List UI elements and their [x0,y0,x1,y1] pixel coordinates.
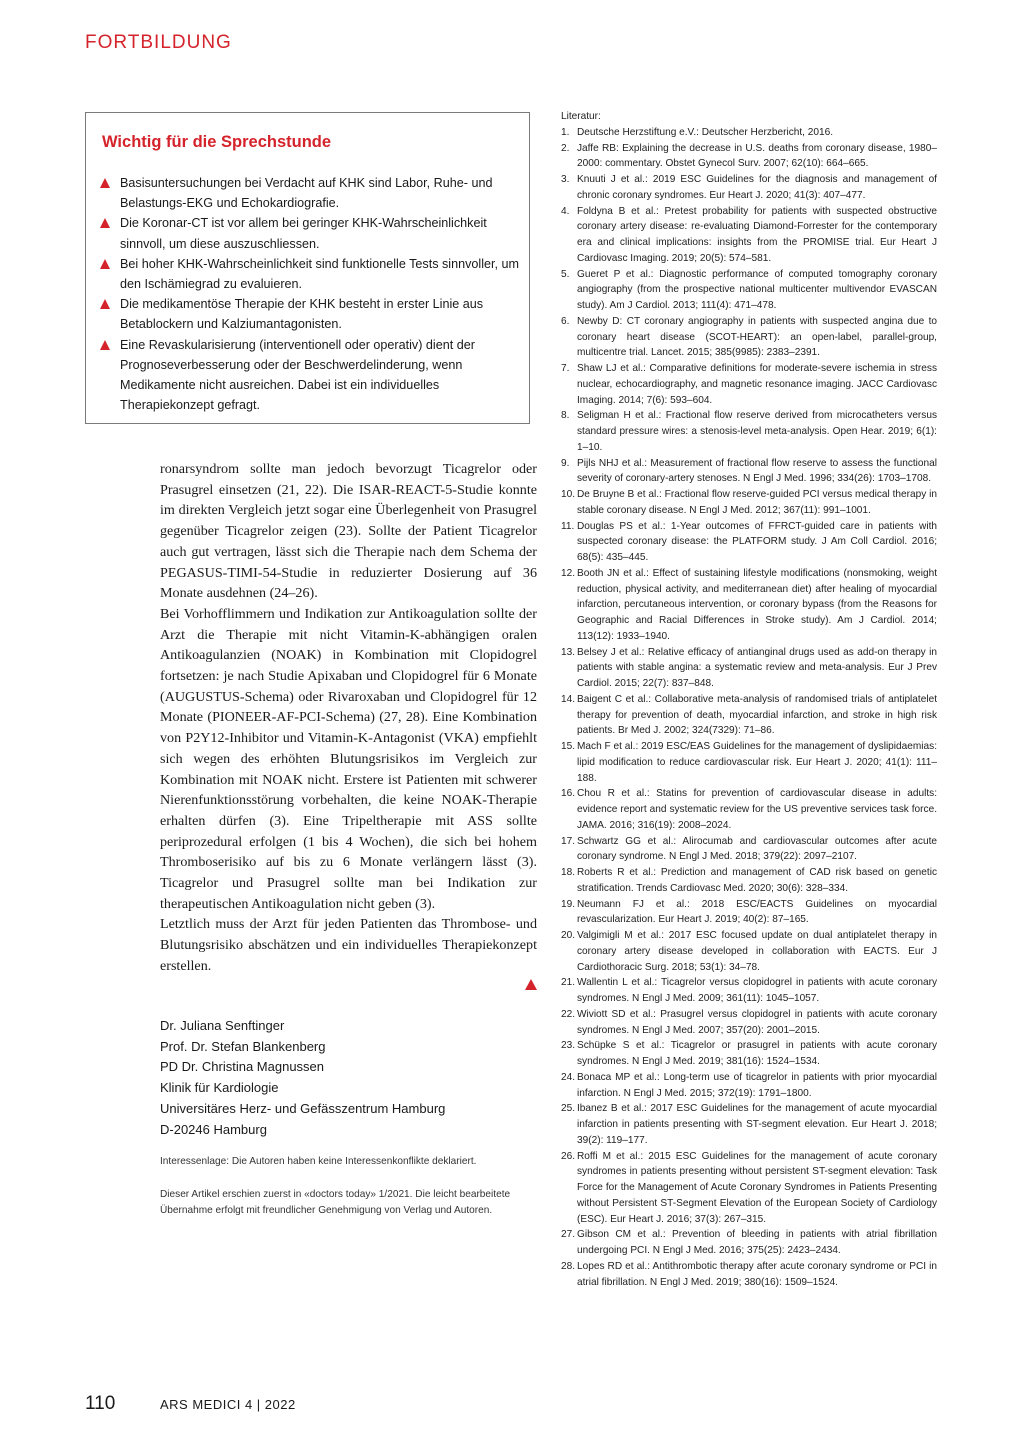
reference-text: Schüpke S et al.: Ticagrelor or prasugrel in patients with acute coronary syndromes. N Engl J Med. 2019; 381(16): 1524–1534. [577,1040,937,1067]
red-triangle-icon [100,299,110,309]
reference-item [561,692,937,739]
reference-text: Deutsche Herzstiftung e.V.: Deutscher Herzbericht, 2016. [577,126,834,138]
article-end-triangle-icon [525,979,537,990]
reference-item [561,897,937,929]
reference-number: 19. [561,898,576,910]
reference-item [561,1070,937,1102]
reference-number: 2. [561,142,570,154]
red-triangle-icon [100,259,110,269]
reference-item [561,1149,937,1228]
body-paragraph: Bei Vorhofflimmern und Indikation zur Antikoagulation sollte der Arzt die Therapie mit nicht Vitamin-K-abhängigen oralen Antikoagulanzien (NOAK) in Kombination mit Clopidogrel fortsetzen: je nach Studie Apixaban und Clopidogrel für 6 Monate (AUGUSTUS-Schema) oder Rivaroxaban und Clopidogrel für 12 Monate (PIONEER-AF-PCI-Schema) (27, 28). Eine Kombination von P2Y12-Inhibitor und Vitamin-K-Antagonist (VKA) empfiehlt sich wegen des erhöhten Blutungsrisikos im Vergleich zur Kombination mit NOAK nicht. Erstere ist Patienten mit schwerer Nierenfunktionsstörung vorbehalten, die keine NOAK-Therapie erhalten dürfen (3). Eine Tripeltherapie mit ASS sollte periprozedural erfolgen (1 bis 4 Wochen), die sich bei hohem Thromboserisiko auf bis zu 6 Monate verlängern lässt (3). Ticagrelor und Prasugrel sollte man bei Indikation zur therapeutischen Antikoagulation nicht geben (3). [160,605,537,912]
references-list [561,125,937,1291]
author-line: Klinik für Kardiologie [160,1080,279,1096]
reference-text: Foldyna B et al.: Pretest probability for patients with suspected obstructive coronary artery disease: re-evaluating Diamond-Forrester for the contemporary era and clinical implications: insights from the PROMISE trial. Eur Heart J Cardiovasc Imaging. 2019; 20(5): 574–581. [577,205,937,264]
reference-item [561,645,937,692]
reference-text: De Bruyne B et al.: Fractional flow reserve-guided PCI versus medical therapy in stable coronary disease. N Engl J Med. 2012; 367(11): 991–1001. [577,489,937,516]
publication-note: Dieser Artikel erschien zuerst in «doctors today» 1/2021. Die leicht bearbeitete Übernahme erfolgt mit freundlicher Genehmigung von Verlag und Autoren. [160,1189,511,1216]
reference-item [561,519,937,566]
reference-number: 27. [561,1229,576,1241]
reference-number: 7. [561,363,570,374]
author-line: Prof. Dr. Stefan Blankenberg [160,1038,326,1054]
reference-text: Neumann FJ et al.: 2018 ESC/EACTS Guidelines on myocardial revascularization. Eur Heart J. 2019; 40(2): 87–165. [577,898,937,926]
reference-number: 12. [561,567,576,579]
reference-item [561,1038,937,1070]
key-point-item [100,213,520,253]
reference-item [561,314,937,361]
author-line: PD Dr. Christina Magnussen [160,1059,325,1075]
reference-number: 9. [561,457,570,469]
reference-text: Shaw LJ et al.: Comparative definitions for moderate-severe ischemia in stress nuclear, echocardiography, and magnetic resonance imaging. JACC Cardiovasc Imaging. 2014; 7(6): 593–604. [577,363,937,406]
key-points-list [100,173,520,415]
key-points-box [85,112,530,424]
reference-number: 10. [561,489,576,500]
section-title: FORTBILDUNG [85,32,232,53]
references [561,109,937,1290]
reference-item [561,1259,937,1291]
key-point-item [100,173,520,213]
reference-item [561,1007,937,1039]
reference-number: 28. [561,1260,576,1272]
reference-text: Bonaca MP et al.: Long-term use of ticagrelor in patients with prior myocardial infarction. N Engl J Med. 2015; 372(19): 1791–1800. [577,1071,937,1099]
reference-number: 8. [561,410,570,422]
reference-text: Chou R et al.: Statins for prevention of cardiovascular disease in adults: evidence report and systematic review for the US preventive services task force. JAMA. 2016; 316(19): 2008–2024. [577,788,937,831]
reference-item [561,408,937,455]
references-heading: Literatur: [561,111,601,122]
key-point-item [100,294,520,334]
reference-number: 13. [561,646,576,658]
reference-item [561,267,937,314]
reference-item [561,361,937,408]
key-point-text: Die medikamentöse Therapie der KHK besteht in erster Linie aus Betablockern und Kalziumantagonisten. [120,297,484,332]
reference-item [561,204,937,267]
reference-number: 14. [561,693,576,705]
reference-item [561,487,937,519]
author-block [160,1016,540,1140]
reference-number: 26. [561,1150,576,1162]
reference-text: Valgimigli M et al.: 2017 ESC focused update on dual antiplatelet therapy in coronary artery disease developed in collaboration with EACTS. Eur J Cardiothoracic Surg. 2018; 53(1): 34–78. [577,930,937,973]
key-points-title: Wichtig für die Sprechstunde [102,133,332,151]
reference-number: 22. [561,1008,576,1020]
reference-text: Ibanez B et al.: 2017 ESC Guidelines for the management of acute myocardial infarction in patients presenting with ST-segment elevation. Eur Heart J. 2018; 39(2): 119–177. [577,1103,937,1146]
author-line: Dr. Juliana Senftinger [160,1018,285,1033]
key-point-text: Die Koronar-CT ist vor allem bei geringer KHK-Wahrscheinlichkeit sinnvoll, um diese auszuschliessen. [120,216,487,251]
reference-number: 11. [561,520,575,532]
reference-text: Jaffe RB: Explaining the decrease in U.S. deaths from coronary disease, 1980–2000: commentary. Obstet Gynecol Surv. 2007; 62(10): 664–665. [577,142,937,170]
reference-text: Newby D: CT coronary angiography in patients with suspected angina due to coronary heart disease (SCOT-HEART): an open-label, parallel-group, multicentre trial. Lancet. 2015; 385(9985): 2383–2391. [577,315,937,359]
reference-number: 4. [561,205,570,217]
reference-number: 18. [561,867,576,878]
key-point-text: Eine Revaskularisierung (interventionell oder operativ) dient der Prognoseverbesserung oder der Beschwerdelinderung, wenn Medikamente nicht ausreichen. Dabei ist ein individuelles Therapiekonzept gefragt. [120,337,475,413]
reference-text: Wallentin L et al.: Ticagrelor versus clopidogrel in patients with acute coronary syndromes. N Engl J Med. 2009; 361(11): 1045–1057. [577,977,937,1004]
reference-number: 17. [561,835,576,847]
reference-text: Mach F et al.: 2019 ESC/EAS Guidelines for the management of dyslipidaemias: lipid modification to reduce cardiovascular risk. Eur Heart J. 2020; 41(1): 111–188. [577,741,937,784]
key-point-text: Basisuntersuchungen bei Verdacht auf KHK sind Labor, Ruhe- und Belastungs-EKG und Echokardiografie. [120,176,493,211]
reference-item [561,125,937,141]
reference-item [561,786,937,833]
reference-item [561,1227,937,1259]
reference-text: Lopes RD et al.: Antithrombotic therapy after acute coronary syndrome or PCI in atrial fibrillation. N Engl J Med. 2019; 380(16): 1509–1524. [577,1260,937,1288]
reference-text: Knuuti J et al.: 2019 ESC Guidelines for the diagnosis and management of chronic coronary syndromes. Eur Heart J. 2020; 41(3): 407–477. [577,174,937,201]
reference-number: 21. [561,977,576,989]
red-triangle-icon [100,178,110,188]
reference-number: 24. [561,1071,576,1083]
reference-text: Roffi M et al.: 2015 ESC Guidelines for the management of acute coronary syndromes in patients presenting without persistent ST-segment elevation: Task Force for the Management of Acute Coronary Syndromes in Patients Presenting without Persistent ST-Segment Elevation of the European Society of Cardiology (ESC). Eur Heart J. 2016; 37(3): 267–315. [577,1150,937,1225]
reference-number: 23. [561,1040,576,1052]
reference-number: 25. [561,1103,576,1115]
key-point-item [100,335,520,416]
reference-text: Belsey J et al.: Relative efficacy of antianginal drugs used as add-on therapy in patients with stable angina: a systematic review and meta-analysis. Eur J Prev Cardiol. 2015; 22(7): 837–848. [577,646,937,689]
reference-item [561,1101,937,1148]
reference-text: Roberts R et al.: Prediction and management of CAD risk based on genetic stratification. Trends Cardiovasc Med. 2020; 30(6): 328–334. [577,867,937,894]
reference-item [561,834,937,866]
reference-number: 5. [561,268,570,280]
reference-item [561,566,937,645]
reference-item [561,141,937,173]
body-paragraph: Letztlich muss der Arzt für jeden Patienten das Thrombose- und Blutungsrisiko abschätzen und ein individuelles Therapiekonzept erstellen. [160,916,537,974]
reference-text: Douglas PS et al.: 1-Year outcomes of FFRCT-guided care in patients with suspected coronary disease: the PLATFORM study. J Am Coll Cardiol. 2016; 68(5): 435–445. [577,520,937,563]
author-line: Universitäres Herz- und Gefässzentrum Hamburg [160,1100,446,1116]
red-triangle-icon [100,340,110,350]
page-number: 110 [85,1393,116,1414]
reference-number: 3. [561,174,570,185]
reference-number: 1. [561,126,570,138]
reference-item [561,456,937,488]
reference-item [561,928,937,975]
reference-text: Seligman H et al.: Fractional flow reserve derived from microcatheters versus standard pressure wires: a stenosis-level meta-analysis. Open Hear. 2019; 6(1): 1–10. [577,410,937,453]
reference-text: Gueret P et al.: Diagnostic performance of computed tomography coronary angiography (from the prospective national multicenter multivendor EVASCAN study). Am J Cardiol. 2013; 111(4): 471–478. [577,268,937,311]
reference-item [561,865,937,897]
reference-text: Gibson CM et al.: Prevention of bleeding in patients with atrial fibrillation undergoing PCI. N Engl J Med. 2016; 375(25): 2423–2434. [577,1229,937,1256]
journal-footer: ARS MEDICI 4 | 2022 [160,1397,296,1412]
body-paragraph: ronarsyndrom sollte man jedoch bevorzugt Ticagrelor oder Prasugrel einsetzen (21, 22). Die ISAR-REACT-5-Studie konnte im direkten Vergleich jetzt sogar eine Überlegenheit von Prasugrel gegenüber Ticagrelor zeigen (23). Sollte der Patient Ticagrelor auch gut vertragen, lässt sich die Therapie nach dem Schema der PEGASUS-TIMI-54-Studie in reduzierter Dosierung auf 36 Monate ausdehnen (24–26). [160,461,537,602]
red-triangle-icon [100,218,110,228]
reference-text: Baigent C et al.: Collaborative meta-analysis of randomised trials of antiplatelet therapy for prevention of death, myocardial infarction, and stroke in high risk patients. Br Med J. 2002; 324(7329): 71–86. [577,693,937,737]
key-point-text: Bei hoher KHK-Wahrscheinlichkeit sind funktionelle Tests sinnvoller, um den Ischämiegrad zu evaluieren. [120,256,519,292]
reference-text: Schwartz GG et al.: Alirocumab and cardiovascular outcomes after acute coronary syndrome. N Engl J Med. 2018; 379(22): 2097–2107. [577,835,937,863]
article-body [160,459,537,977]
reference-text: Wiviott SD et al.: Prasugrel versus clopidogrel in patients with acute coronary syndromes. N Engl J Med. 2007; 357(20): 2001–2015. [577,1008,937,1036]
reference-number: 6. [561,315,570,327]
reference-text: Pijls NHJ et al.: Measurement of fractional flow reserve to assess the functional severity of coronary-artery stenoses. N Engl J Med. 1996; 334(26): 1703–1708. [577,457,937,485]
conflict-of-interest-note: Interessenlage: Die Autoren haben keine Interessenkonflikte deklariert. [160,1156,477,1167]
key-point-item [100,254,520,294]
reference-number: 16. [561,788,576,800]
reference-item [561,739,937,786]
reference-number: 15. [561,741,576,752]
reference-item [561,975,937,1007]
reference-number: 20. [561,930,576,941]
reference-text: Booth JN et al.: Effect of sustaining lifestyle modifications (nonsmoking, weight reduction, physical activity, and mediterranean diet) after healing of myocardial infarction, percutaneous intervention, or coronary bypass (from the Reasons for Geographic and Racial Differences in Stroke study). Am J Cardiol. 2014; 113(12): 1933–1940. [577,567,937,642]
author-line: D-20246 Hamburg [160,1121,267,1137]
reference-item [561,172,937,204]
